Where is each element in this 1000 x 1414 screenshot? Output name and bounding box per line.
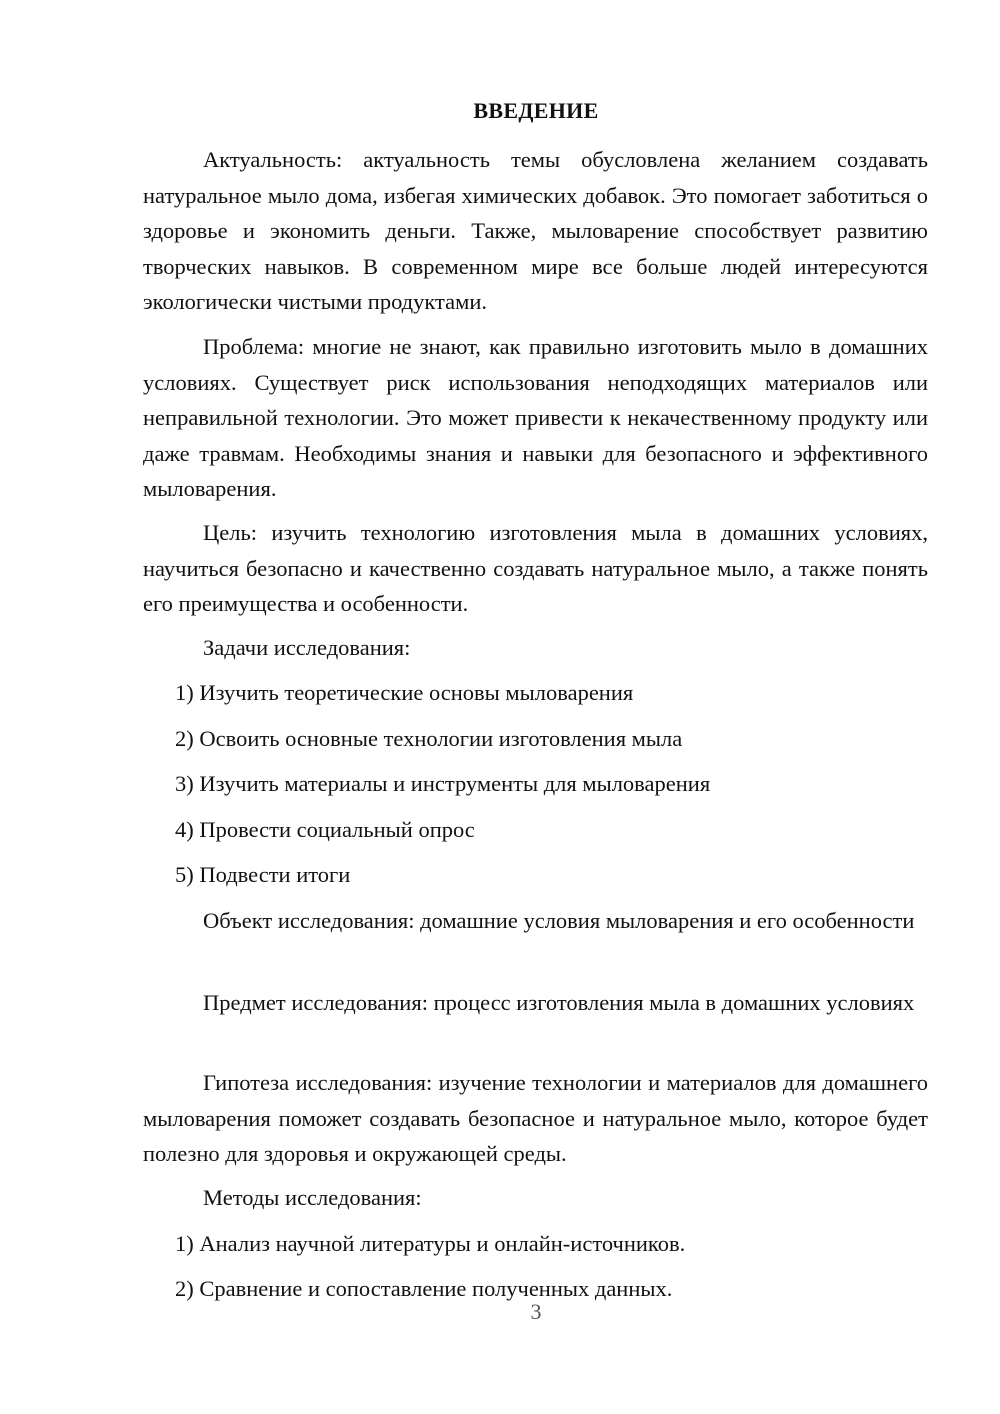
paragraph-relevance: Актуальность: актуальность темы обусловлена желанием создавать натуральное мыло дома, избегая химических добавок. Это помогает заботиться о здоровье и экономить деньги. Также, мыловарение способствует развитию творческих навыков. В современном мире все больше людей интересуются экологически чистыми продуктами. bbox=[143, 147, 928, 314]
methods-heading: Методы исследования: bbox=[203, 1185, 422, 1210]
method-item: 2) Сравнение и сопоставление полученных данных. bbox=[175, 1276, 673, 1301]
paragraph-subject: Предмет исследования: процесс изготовления мыла в домашних условиях bbox=[203, 990, 915, 1015]
task-item: 2) Освоить основные технологии изготовления мыла bbox=[175, 726, 683, 751]
method-item: 1) Анализ научной литературы и онлайн-источников. bbox=[175, 1231, 686, 1256]
task-item: 1) Изучить теоретические основы мыловарения bbox=[175, 680, 634, 705]
paragraph-object: Объект исследования: домашние условия мыловарения и его особенности bbox=[203, 908, 915, 933]
paragraph-hypothesis: Гипотеза исследования: изучение технологии и материалов для домашнего мыловарения поможет создавать безопасное и натуральное мыло, которое будет полезно для здоровья и окружающей среды. bbox=[143, 1070, 928, 1166]
task-item: 5) Подвести итоги bbox=[175, 862, 351, 887]
task-item: 3) Изучить материалы и инструменты для мыловарения bbox=[175, 771, 711, 796]
page-number: 3 bbox=[530, 1299, 542, 1324]
paragraph-goal: Цель: изучить технологию изготовления мыла в домашних условиях, научиться безопасно и качественно создавать натуральное мыло, а также понять его преимущества и особенности. bbox=[143, 520, 928, 616]
paragraph-problem: Проблема: многие не знают, как правильно изготовить мыло в домашних условиях. Существует риск использования неподходящих материалов или неправильной технологии. Это может привести к некачественному продукту или даже травмам. Необходимы знания и навыки для безопасного и эффективного мыловарения. bbox=[143, 334, 928, 501]
page-title: ВВЕДЕНИЕ bbox=[473, 98, 599, 123]
task-item: 4) Провести социальный опрос bbox=[175, 817, 475, 842]
tasks-heading: Задачи исследования: bbox=[203, 635, 411, 660]
